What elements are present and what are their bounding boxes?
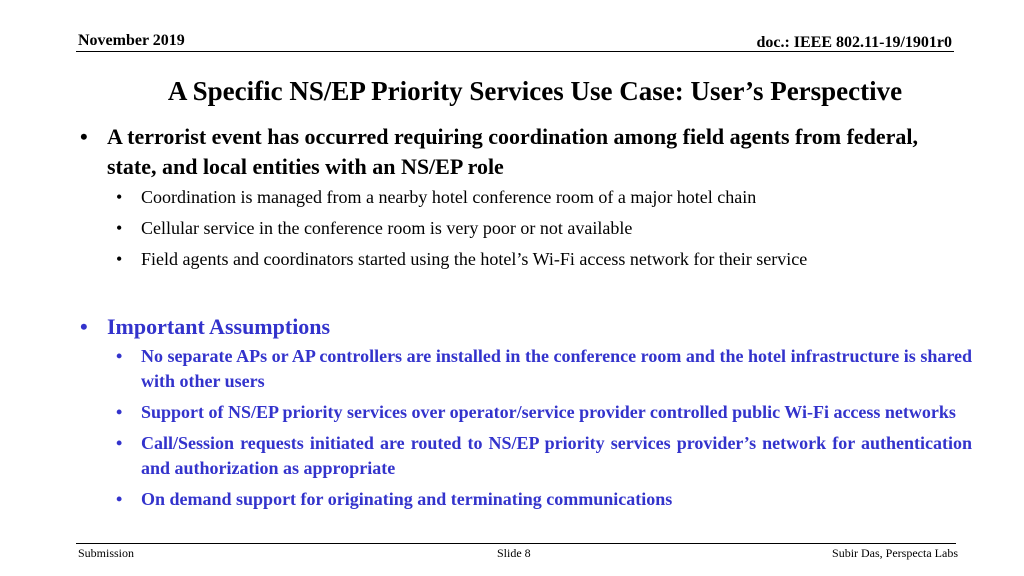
assumption-text: Call/Session requests initiated are routed to NS/EP priority services provider’s network for authentication and authorization as appropriate [141, 433, 972, 478]
assumption-item [80, 400, 972, 425]
bullet-icon: • [116, 402, 123, 422]
sub-bullet-text: Field agents and coordinators started using the hotel’s Wi-Fi access network for their service [141, 249, 808, 269]
header-date: November 2019 [78, 32, 185, 49]
assumption-item [80, 431, 972, 481]
assumption-item [80, 487, 972, 512]
bullet-icon: • [116, 249, 123, 269]
slide-title: A Specific NS/EP Priority Services Use Case: User’s Perspective [167, 76, 903, 106]
bullet-icon: • [116, 489, 123, 509]
footer-author: Subir Das, Perspecta Labs [832, 546, 958, 560]
bullet-icon: • [80, 124, 88, 149]
assumption-item [80, 344, 972, 394]
sub-bullet-text: Cellular service in the conference room is very poor or not available [141, 218, 633, 238]
bullet-icon: • [116, 433, 123, 453]
footer-submission: Submission [78, 546, 135, 560]
bullet-icon: • [116, 346, 123, 366]
bullet-assumptions-text: Important Assumptions [107, 314, 331, 339]
bullet-icon: • [116, 218, 123, 238]
header-divider [76, 51, 954, 52]
bullet-scenario [80, 122, 972, 182]
sub-bullet [80, 247, 972, 272]
assumption-text: On demand support for originating and terminating communications [141, 489, 673, 509]
sub-bullet-text: Coordination is managed from a nearby hotel conference room of a major hotel chain [141, 187, 757, 207]
slide-body [80, 122, 972, 512]
footer-slide-number: Slide 8 [497, 546, 531, 560]
sub-bullet [80, 216, 972, 241]
bullet-scenario-text: A terrorist event has occurred requiring coordination among field agents from federal, state, and local entities with an NS/EP role [107, 124, 919, 179]
assumption-text: No separate APs or AP controllers are installed in the conference room and the hotel infrastructure is shared with other users [141, 346, 972, 391]
sub-bullet [80, 185, 972, 210]
header-doc-id: doc.: IEEE 802.11-19/1901r0 [756, 34, 952, 51]
footer-divider [76, 543, 956, 544]
bullet-icon: • [116, 187, 123, 207]
bullet-icon: • [80, 314, 88, 339]
bullet-assumptions [80, 312, 972, 342]
assumption-text: Support of NS/EP priority services over operator/service provider controlled public Wi-Fi access networks [141, 402, 956, 422]
